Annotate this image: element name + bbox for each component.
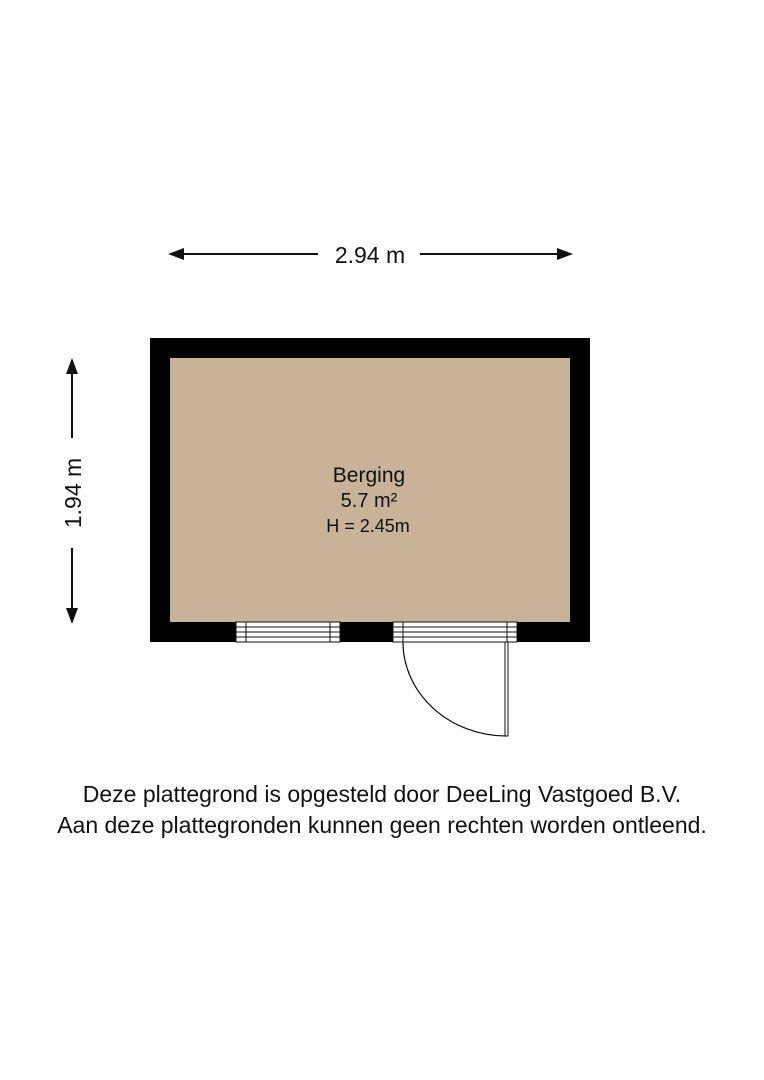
width-label: 2.94 m	[334, 242, 406, 268]
disclaimer-line-1: Deze plattegrond is opgesteld door DeeLing Vastgoed B.V.	[82, 781, 682, 807]
room-name: Berging	[332, 464, 406, 487]
height-dimension	[60, 358, 86, 624]
room-height: H = 2.45m	[326, 516, 410, 536]
room-area: 5.7 m²	[340, 490, 398, 512]
arrow-down-icon	[66, 608, 78, 624]
height-label: 1.94 m	[60, 457, 86, 529]
disclaimer-line-2: Aan deze plattegronden kunnen geen rechten worden ontleend.	[57, 812, 707, 838]
door-swing-arc	[403, 642, 506, 736]
door	[393, 622, 517, 736]
arrow-up-icon	[66, 358, 78, 374]
door-leaf	[505, 642, 508, 736]
window	[236, 622, 340, 642]
width-dimension	[168, 242, 573, 268]
arrow-left-icon	[168, 248, 184, 260]
arrow-right-icon	[557, 248, 573, 260]
